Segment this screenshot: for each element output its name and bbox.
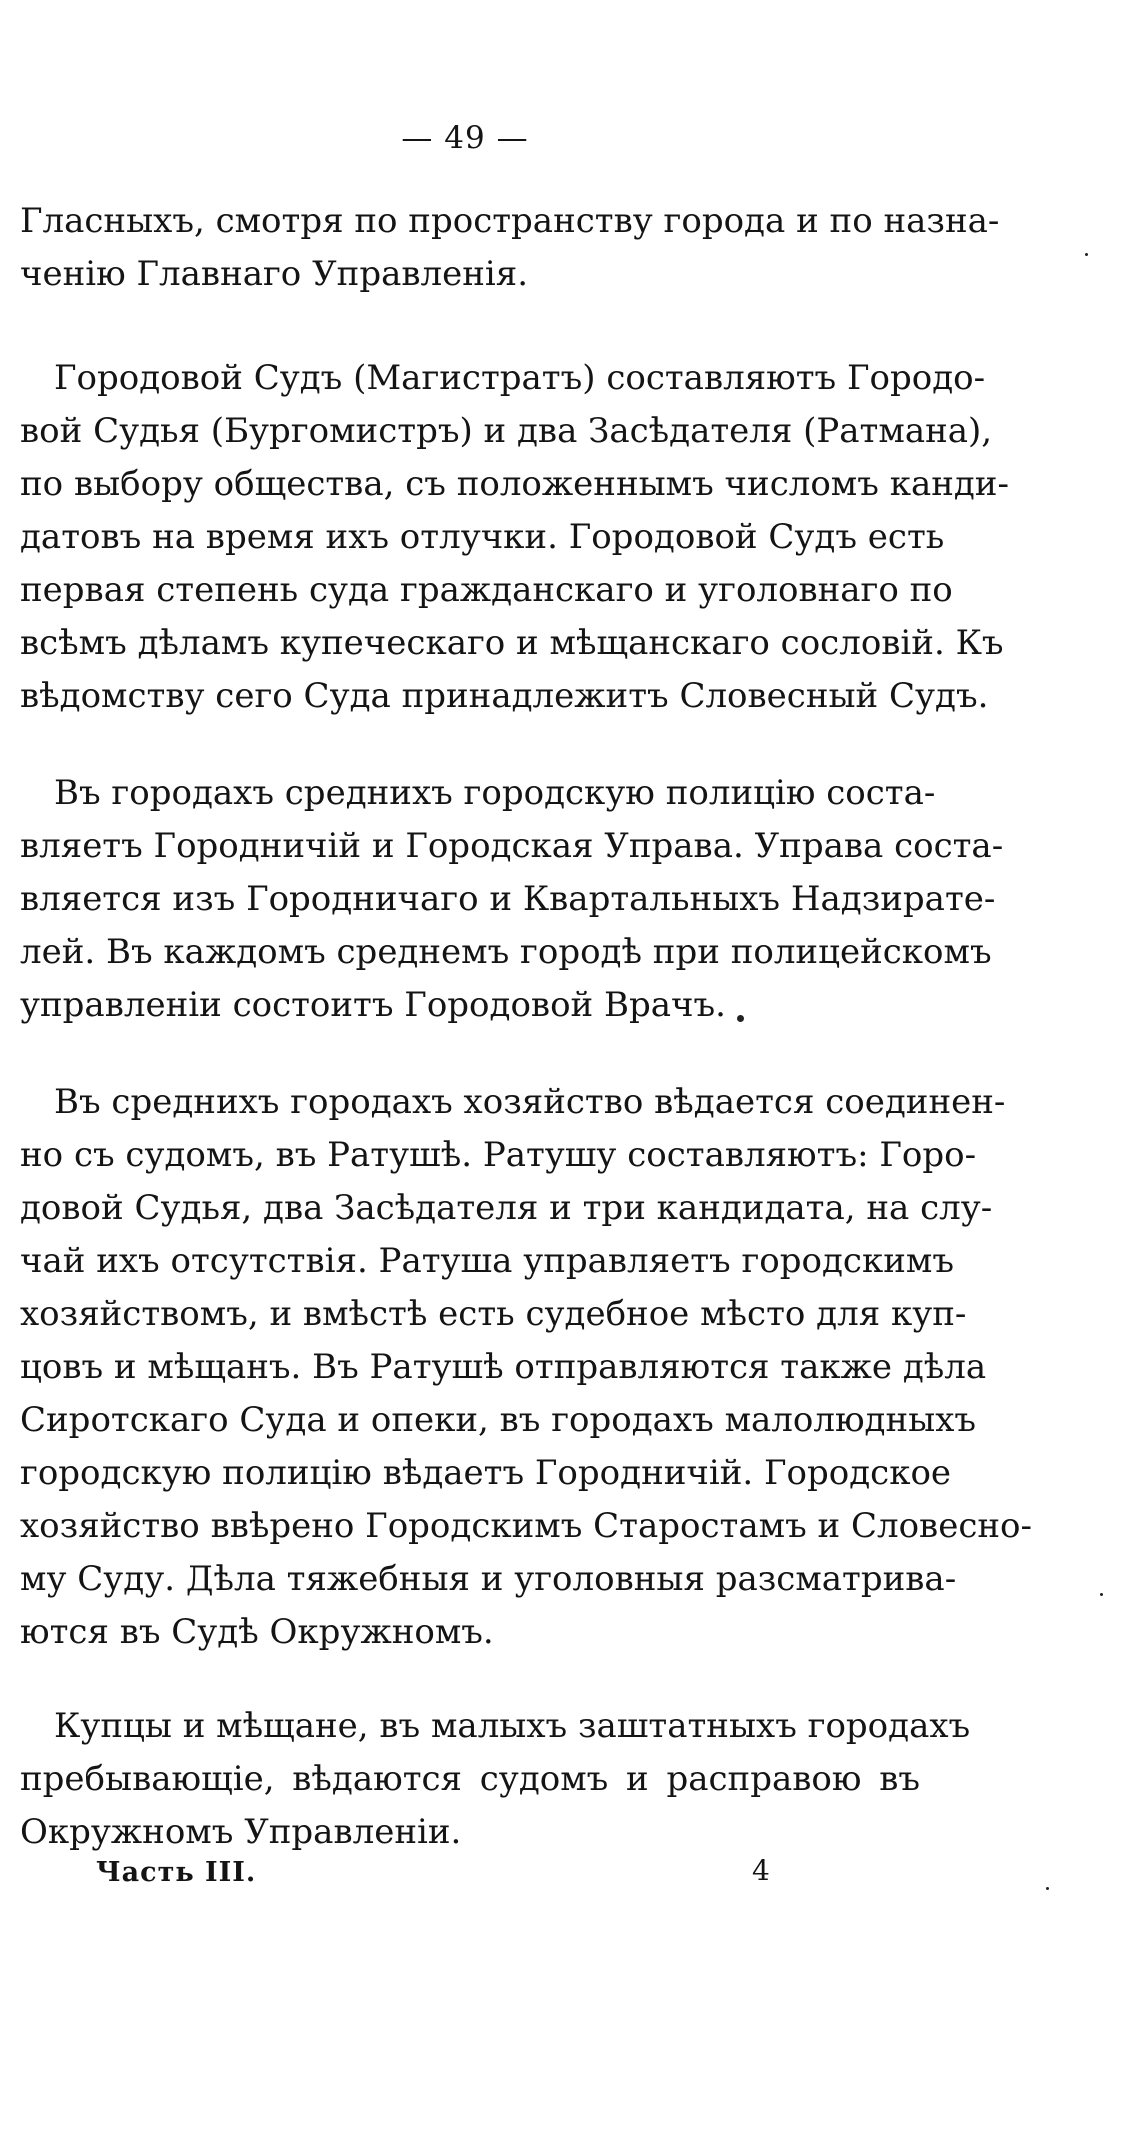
text-line: управленіи состоитъ Городовой Врачъ. [20,985,726,1025]
text-line: Городовой Судъ (Магистратъ) составляютъ Городо- [54,358,986,398]
paragraph-2 [20,352,1009,723]
text-line: Окружномъ Управленіи. [20,1812,462,1852]
scan-speck [1085,253,1088,256]
text-line: вѣдомству сего Суда принадлежитъ Словесный Судъ. [20,676,989,716]
part-label: Часть III. [96,1857,257,1888]
text-line: цовъ и мѣщанъ. Въ Ратушѣ отправляются также дѣла [20,1347,987,1387]
text-line: по выбору общества, съ положеннымъ числомъ канди- [20,464,1009,504]
paragraph-4 [20,1076,1032,1659]
text-line: довой Судья, два Засѣдателя и три кандидата, на слу- [20,1188,993,1228]
scan-speck [1046,1887,1049,1890]
text-line: ются въ Судѣ Окружномъ. [20,1612,494,1652]
text-line: Въ среднихъ городахъ хозяйство вѣдается соединен- [54,1082,1006,1122]
paragraph-3 [20,767,1004,1032]
scan-speck [737,1015,744,1022]
text-line: вляетъ Городничій и Городская Управа. Управа соста- [20,826,1004,866]
text-line: всѣмъ дѣламъ купеческаго и мѣщанскаго сословій. Къ [20,623,1004,663]
text-line: му Суду. Дѣла тяжебныя и уголовныя разсматрива- [20,1559,957,1599]
text-line: датовъ на время ихъ отлучки. Городовой Судъ есть [20,517,945,557]
text-line: Сиротскаго Суда и опеки, въ городахъ малолюдныхъ [20,1400,977,1440]
text-line: Купцы и мѣщане, въ малыхъ заштатныхъ городахъ [54,1706,971,1746]
signature-mark: 4 [752,1854,770,1887]
text-line: вой Судья (Бургомистръ) и два Засѣдателя (Ратмана), [20,411,993,451]
page-number: — 49 — [401,120,529,156]
scan-speck [1100,1593,1103,1596]
text-line: хозяйствомъ, и вмѣстѣ есть судебное мѣсто для куп- [20,1294,967,1334]
text-line: чай ихъ отсутствія. Ратуша управляетъ городскимъ [20,1241,954,1281]
text-line: вляется изъ Городничаго и Квартальныхъ Надзирате- [20,879,996,919]
text-line: первая степень суда гражданскаго и уголовнаго по [20,570,953,610]
text-line: Въ городахъ среднихъ городскую полицію соста- [54,773,936,813]
paragraph-1 [20,195,1000,301]
text-line: Гласныхъ, смотря по пространству города и по назна- [20,201,1000,241]
text-line: хозяйство ввѣрено Городскимъ Старостамъ и Словесно- [20,1506,1032,1546]
text-line: но съ судомъ, въ Ратушѣ. Ратушу составляютъ: Горо- [20,1135,977,1175]
text-line: городскую полицію вѣдаетъ Городничій. Городское [20,1453,952,1493]
text-line: ченію Главнаго Управленія. [20,254,529,294]
paragraph-5 [20,1700,971,1859]
text-line: пребывающіе, вѣдаются судомъ и расправою въ [20,1759,920,1799]
text-line: лей. Въ каждомъ среднемъ городѣ при полицейскомъ [20,932,992,972]
